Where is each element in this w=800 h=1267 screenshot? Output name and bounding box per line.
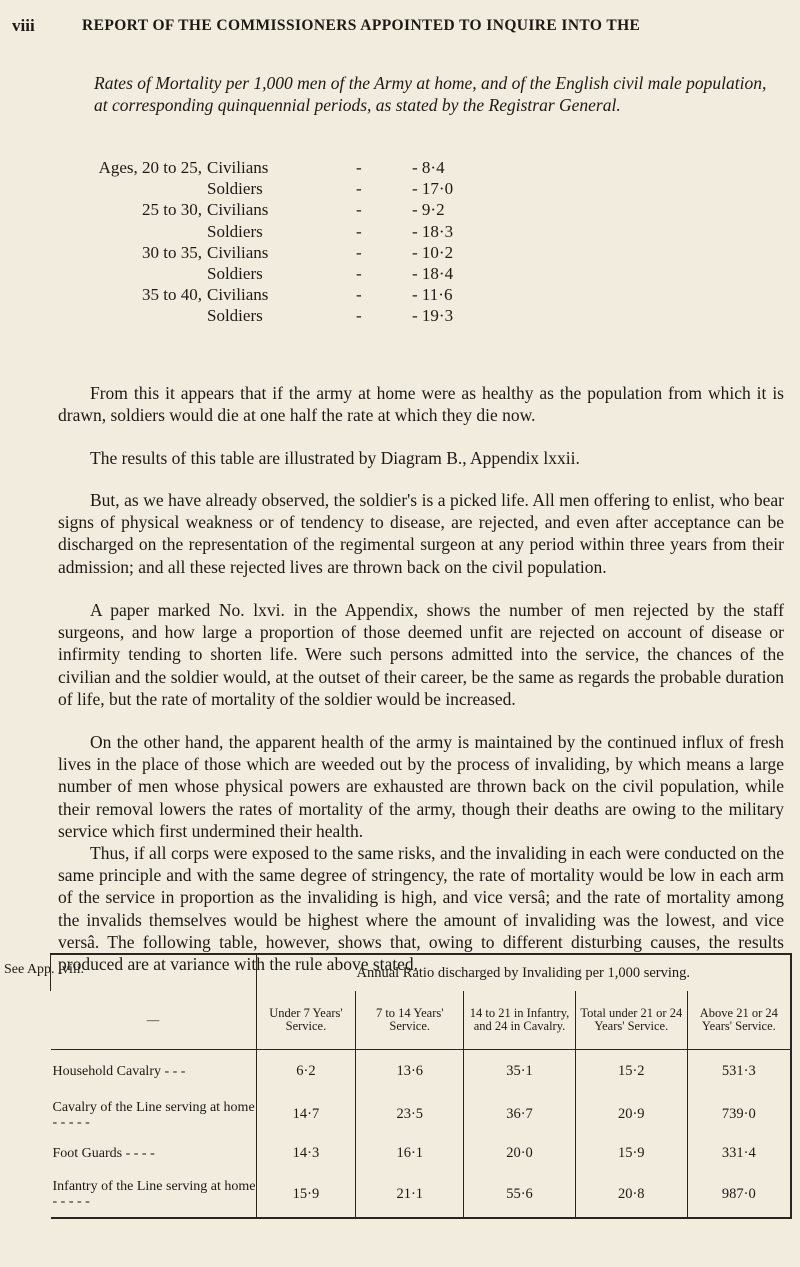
rate-value: - 19·3 (412, 306, 454, 326)
leader-dash: - (356, 263, 362, 283)
table-row (51, 1172, 792, 1218)
corps-name: Household Cavalry - - - (52, 1064, 186, 1080)
table-caption: Annual Ratio discharged by Invaliding per 1,000 serving. (256, 954, 791, 991)
col-header-14-to-21: 14 to 21 in Infantry, and 24 in Cavalry. (464, 991, 576, 1050)
table-row (51, 1094, 792, 1136)
running-head: REPORT OF THE COMMISSIONERS APPOINTED TO INQUIRE INTO THE (82, 17, 641, 34)
group-label: Civilians (207, 158, 269, 177)
table-cell: 20·9 (575, 1094, 687, 1136)
table-header-row (51, 991, 792, 1050)
paragraph-6: Thus, if all corps were exposed to the same risks, and the invaliding in each were conducted on the same principle and with the same degree of stringency, the rate of mortality would be low in each arm of the service in proportion as the invaliding is high, and vice versâ; and the rate of mortality among the invalids themselves would be highest where the amount of invaliding was the lowest, and vice versâ. The following table, however, shows that, owing to different disturbing causes, the results produced are at variance with the rule above stated. (58, 843, 784, 975)
table-row (51, 1136, 792, 1172)
mortality-row (116, 305, 636, 326)
mortality-row (116, 242, 636, 263)
mortality-row (116, 263, 636, 284)
group-label: Soldiers (207, 221, 263, 241)
rate-value: - 18·4 (412, 263, 454, 283)
group-label: Soldiers (207, 263, 263, 283)
table-cell: 21·1 (356, 1172, 464, 1218)
rate-value: - 8·4 (412, 158, 445, 177)
table-cell: 531·3 (687, 1050, 791, 1094)
group-label: Civilians (207, 242, 269, 262)
group-label: Soldiers (207, 306, 263, 326)
rate-value: - 10·2 (412, 242, 454, 262)
rate-value: - 17·0 (412, 179, 454, 199)
table-cell: 36·7 (464, 1094, 576, 1136)
table-cell: 13·6 (356, 1050, 464, 1094)
table-cell: 6·2 (256, 1050, 356, 1094)
rates-title: Rates of Mortality per 1,000 men of the Army at home, and of the English civil male population, at corresponding quinquennial periods, as stated by the Registrar General. (94, 73, 767, 115)
table-cell: 20·0 (464, 1136, 576, 1172)
page-number: viii (12, 16, 35, 35)
table-cell: 23·5 (356, 1094, 464, 1136)
paragraph-1: From this it appears that if the army at home were as healthy as the population from which it is drawn, soldiers would die at one half the rate at which they die now. (58, 383, 784, 426)
col-header-7-to-14: 7 to 14 Years' Service. (356, 991, 464, 1050)
paragraph-4: A paper marked No. lxvi. in the Appendix, shows the number of men rejected by the staff surgeons, and how large a proportion of those deemed unfit are rejected on account of disease or infirmity tending to shorten life. Were such persons admitted into the service, the chances of the civilian and the soldier would, at the outset of their career, be the same as regards the probable duration of life, but the rate of mortality of the soldier would be increased. (58, 600, 784, 709)
col-header-under-7: Under 7 Years' Service. (256, 991, 356, 1050)
col-header-above-21: Above 21 or 24 Years' Service. (687, 991, 791, 1050)
table-cell: 14·3 (256, 1136, 356, 1172)
mortality-row (116, 221, 636, 242)
paragraph-2: The results of this table are illustrated by Diagram B., Appendix lxxii. (90, 448, 580, 468)
corner-mark: — (51, 991, 257, 1050)
table-row (51, 1050, 792, 1094)
group-label: Soldiers (207, 179, 263, 199)
table-cell: 15·9 (575, 1136, 687, 1172)
corps-name: Infantry of the Line serving at home - - - - - (51, 1172, 257, 1218)
age-label: 35 to 40, (142, 285, 202, 305)
table-cell: 35·1 (464, 1050, 576, 1094)
mortality-rates-table (98, 157, 636, 327)
page-header (0, 16, 800, 38)
table-cell: 15·2 (575, 1050, 687, 1094)
rate-value: - 9·2 (412, 200, 445, 220)
table-cell: 987·0 (687, 1172, 791, 1218)
paragraph-5: On the other hand, the apparent health of the army is maintained by the continued influx of fresh lives in the place of those which are weeded out by the process of invaliding, by which means a large number of men whose physical powers are exhausted are thrown back on the civil population, while their removal lowers the rates of mortality of the army, though their deaths are owing to the military service which first undermined their health. (58, 732, 784, 841)
leader-dash: - (356, 221, 362, 241)
leader-dash: - (356, 306, 362, 326)
side-note: See App. lviii. (4, 962, 85, 977)
col-header-total: Total under 21 or 24 Years' Service. (575, 991, 687, 1050)
table-cell: 739·0 (687, 1094, 791, 1136)
age-label: Ages, 20 to 25, (98, 158, 202, 177)
invaliding-table (50, 953, 792, 1219)
group-label: Civilians (207, 285, 269, 305)
mortality-row (116, 199, 636, 220)
corps-name: Foot Guards - - - - (52, 1146, 155, 1161)
age-label: 25 to 30, (142, 200, 202, 220)
table-cell: 331·4 (687, 1136, 791, 1172)
table-cell: 55·6 (464, 1172, 576, 1218)
paragraph-3: But, as we have already observed, the soldier's is a picked life. All men offering to enlist, who bear signs of physical weakness or of tendency to disease, are rejected, and even after acceptance can be discharged on the representation of the regimental surgeon at any period within three years from their admission; and all these rejected lives are thrown back on the civil population. (58, 490, 784, 577)
leader-dash: - (356, 200, 362, 220)
mortality-row (116, 178, 636, 199)
group-label: Civilians (207, 200, 269, 220)
table-cell: 20·8 (575, 1172, 687, 1218)
leader-dash: - (356, 285, 362, 305)
table-cell: 14·7 (256, 1094, 356, 1136)
corps-name: Cavalry of the Line serving at home - - - - - (52, 1099, 255, 1130)
age-label: 30 to 35, (142, 242, 202, 262)
mortality-row (98, 157, 636, 178)
table-cell: 16·1 (356, 1136, 464, 1172)
leader-dash: - (356, 179, 362, 199)
table-cell: 15·9 (256, 1172, 356, 1218)
rate-value: - 18·3 (412, 221, 454, 241)
leader-dash: - (356, 158, 362, 177)
rate-value: - 11·6 (412, 285, 453, 305)
mortality-row (116, 284, 636, 305)
leader-dash: - (356, 242, 362, 262)
